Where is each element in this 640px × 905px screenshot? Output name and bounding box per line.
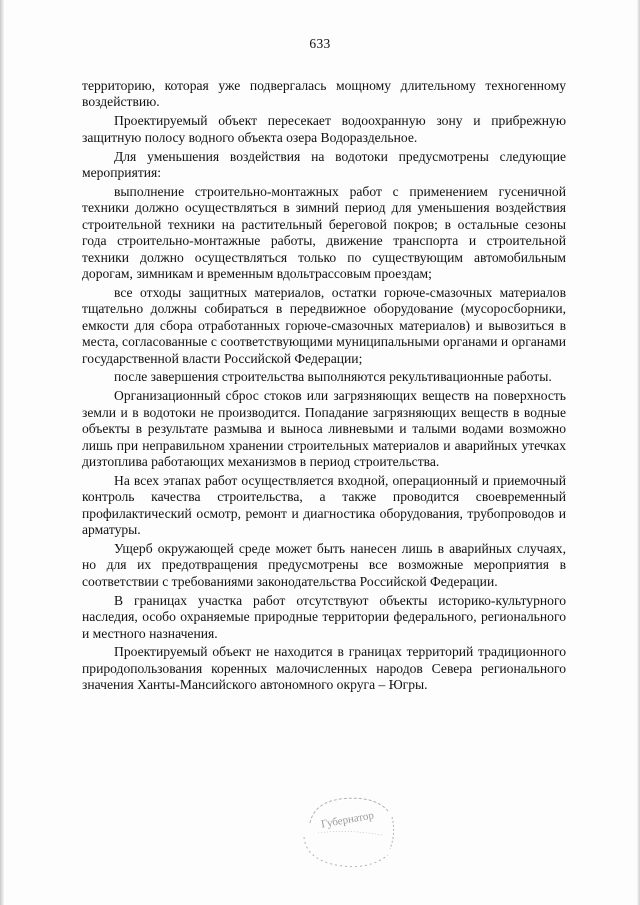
paragraph: Ущерб окружающей среде может быть нанесен лишь в аварийных случаях, но для их предотвращения предусмотрены все возможные мероприятия в соответствии с требованиями законодательства Российской Федерации. — [82, 540, 566, 589]
page-number: 633 — [309, 36, 331, 51]
list-item: все отходы защитных материалов, остатки горюче-смазочных материалов тщательно должны собираться в передвижное оборудование (мусоросборники, емкости для сбора отработанных горюче-смазочных материалов) и вывозиться в места, согласованные с соответствующими муниципальными органами и органами государственной власти Российской Федерации; — [82, 284, 566, 366]
stamp-text: Губернатор — [320, 809, 375, 831]
scan-edge-left — [0, 0, 4, 905]
list-item: после завершения строительства выполняются рекультивационные работы. — [114, 369, 552, 385]
paragraph: В границах участка работ отсутствуют объекты историко-культурного наследия, особо охраняемые природные территории федерального, регионального и местного назначения. — [82, 592, 566, 641]
paragraph: Проектируемый объект не находится в границах территорий традиционного природопользования коренных малочисленных народов Севера регионального значения Ханты-Мансийского автономного округа – Югры. — [82, 644, 566, 693]
paragraph: территорию, которая уже подвергалась мощному длительному техногенному воздействию. — [82, 78, 566, 110]
paragraph: На всех этапах работ осуществляется входной, операционный и приемочный контроль качества строительства, а также проводится своевременный профилактический осмотр, ремонт и диагностика оборудования, трубопроводов и арматуры. — [82, 472, 566, 538]
official-stamp — [296, 793, 400, 871]
paragraph: Для уменьшения воздействия на водотоки предусмотрены следующие мероприятия: — [82, 148, 566, 181]
document-body — [82, 78, 566, 696]
paragraph: Проектируемый объект пересекает водоохранную зону и прибрежную защитную полосу водного объекта озера Водораздельное. — [82, 113, 566, 145]
list-item: выполнение строительно-монтажных работ с применением гусеничной техники должно осуществляться в зимний период для уменьшения воздействия строительной техники на растительный береговой покров; в остальные сезоны года строительно-монтажные работы, движение транспорта и строительной техники должно осуществляться только по существующим автомобильным дорогам, зимникам и временным вдольтрассовым проездам; — [82, 183, 566, 281]
paragraph: Организационный сброс стоков или загрязняющих веществ на поверхность земли и в водотоки не производится. Попадание загрязняющих веществ в водные объекты в результате размыва и выноса ливневыми и талыми водами возможно лишь при неправильном хранении строительных материалов и аварийных утечках дизтоплива работающих механизмов в период строительства. — [82, 388, 566, 469]
